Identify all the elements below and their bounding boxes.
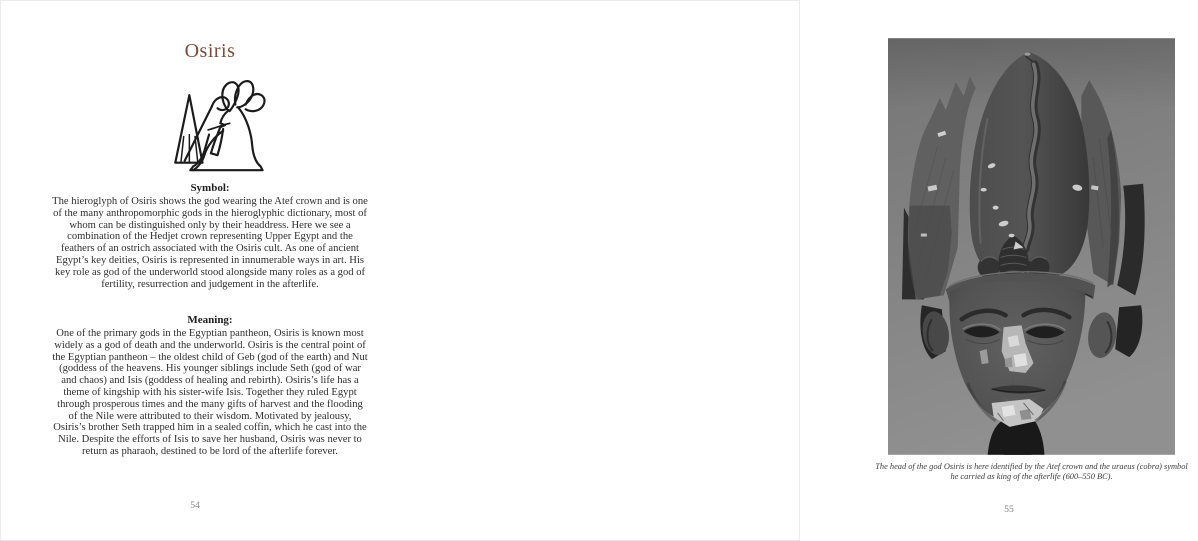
osiris-statue-photo [888, 38, 1175, 455]
right-page [400, 0, 1188, 541]
page-number-left: 54 [190, 501, 200, 511]
photo-caption-line1: The head of the god Osiris is here identified by the Atef crown and the uraeus (cobra) symbol [875, 462, 1188, 471]
page-number-right: 55 [1004, 505, 1014, 515]
left-page [0, 0, 400, 541]
osiris-statue-image [888, 38, 1175, 455]
osiris-hieroglyph-drawing [149, 76, 271, 180]
symbol-heading: Symbol: [190, 182, 230, 194]
meaning-heading: Meaning: [187, 314, 233, 326]
photo-caption [866, 462, 1197, 481]
meaning-section [52, 314, 368, 458]
symbol-text: The hieroglyph of Osiris shows the god wearing the Atef crown and is one of the many anthropomorphic gods in the hieroglyphic dictionary, most of whom can be distinguished only by their headdress. Here we see a combination of the Hedjet crown representing Upper Egypt and the feathers of an ostrich associated with the Osiris cult. As one of ancient Egypt’s key deities, Osiris is represented in innumerable ways in art. His key role as god of the underworld stood alongside many roles as a god of fertility, resurrection and judgement in the afterlife. [52, 196, 368, 290]
page-title: Osiris [184, 40, 236, 62]
meaning-text: One of the primary gods in the Egyptian pantheon, Osiris is known most widely as a god of death and the underworld. Osiris is the central point of the Egyptian pantheon – the oldest child of Geb (god of the earth) and Nut (goddess of the heavens. His younger siblings include Seth (god of war and chaos) and Isis (goddess of healing and rebirth). Osiris’s life has a theme of kingship with his sister-wife Isis. Together they ruled Egypt through prosperous times and the many gifts of harvest and the flooding of the Nile were attributed to their wisdom. Motivated by jealousy, Osiris’s brother Seth trapped him in a sealed coffin, which he cast into the Nile. Despite the efforts of Isis to save her husband, Osiris was never to return as pharaoh, destined to be lord of the afterlife forever. [52, 328, 368, 457]
symbol-section [52, 182, 368, 290]
photo-caption-line2: he carried as king of the afterlife (600–550 BC). [950, 471, 1113, 481]
osiris-hieroglyph-icon [52, 76, 368, 185]
